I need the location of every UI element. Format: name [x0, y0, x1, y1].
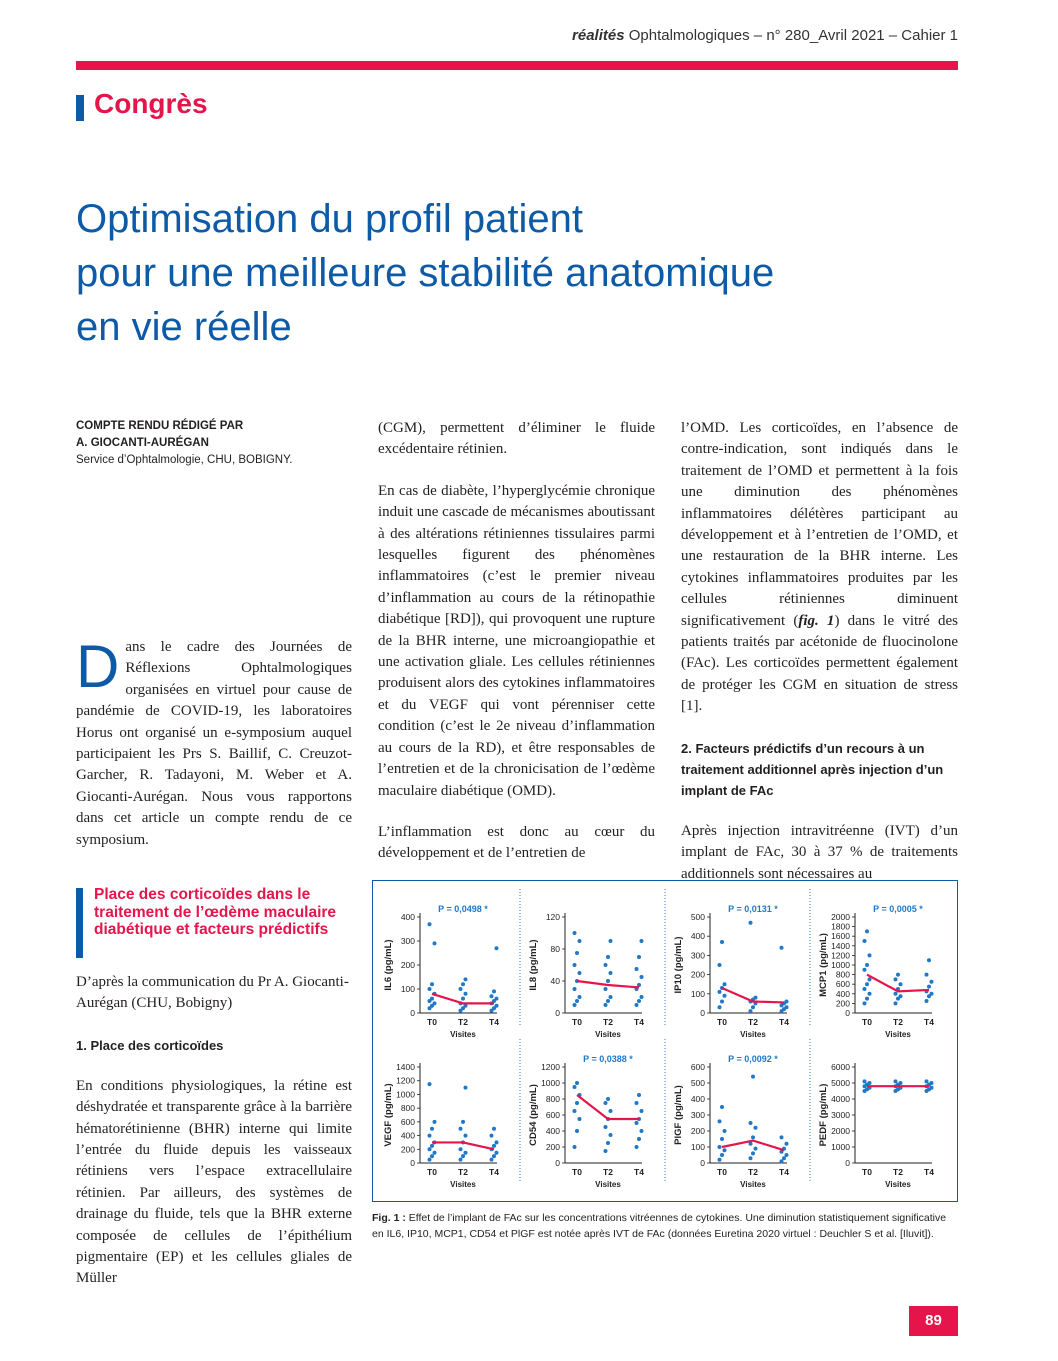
pedf-y-axis-label: PEDF (pg/mL) — [818, 1083, 829, 1147]
il6-data-point — [459, 987, 463, 991]
vegf-data-point — [464, 1134, 468, 1138]
plgf-y-tick-label: 200 — [690, 1126, 705, 1136]
ip10-y-tick-label: 400 — [690, 931, 705, 942]
il8-data-point — [635, 967, 639, 971]
il8-data-point — [604, 1003, 608, 1007]
mcp1-data-point — [863, 939, 867, 943]
mcp1-data-point — [925, 999, 929, 1003]
cd54-x-tick-label: T0 — [572, 1167, 582, 1177]
pedf-y-tick-label: 4000 — [831, 1094, 850, 1104]
plgf-data-point — [751, 1151, 755, 1155]
ip10-y-tick-label: 0 — [700, 1008, 705, 1018]
ip10-y-tick-label: 200 — [690, 969, 705, 980]
vegf-y-tick-label: 800 — [400, 1103, 415, 1114]
pedf-data-point — [925, 1079, 929, 1083]
cd54-data-point — [578, 1117, 582, 1121]
column-3-text-a: l’OMD. Les corticoïdes, en l’absence de contre-indication, sont indiqués dans le traitement de l’OMD et permettent à la fois une diminution des phénomènes inflammatoires délétères participant au développement et à l’entretien de l’OMD, et une restauration de la BHR interne. Les cytokines inflammatoires produites par les cellules rétiniennes diminuent significativement ( — [681, 420, 958, 629]
plgf-data-point — [723, 1148, 727, 1152]
vegf-data-point — [428, 1134, 432, 1138]
vegf-data-point — [459, 1158, 463, 1162]
ip10-y-tick-label: 100 — [690, 988, 705, 999]
byline — [76, 418, 292, 469]
journal-brand: réalités — [572, 27, 625, 44]
cd54-data-point — [604, 1125, 608, 1129]
pedf-x-tick-label: T0 — [862, 1167, 872, 1177]
vegf-data-point — [490, 1134, 494, 1138]
cd54-y-tick-label: 400 — [545, 1126, 560, 1136]
mcp1-x-axis-label: Visites — [885, 1030, 911, 1039]
mcp1-data-point — [925, 973, 929, 977]
ip10-y-tick-label: 300 — [690, 950, 705, 961]
mcp1-y-axis-label: MCP1 (pg/mL) — [818, 933, 829, 997]
box-title-marker — [76, 888, 83, 958]
vegf-data-point — [464, 1151, 468, 1155]
attribution: D’après la communication du Pr A. Giocanti-Aurégan (CHU, Bobigny) — [76, 974, 349, 1012]
cd54-data-point — [640, 1109, 644, 1113]
il6-data-point — [461, 982, 465, 986]
vegf-x-axis-label: Visites — [450, 1180, 476, 1189]
cd54-y-axis-label: CD54 (pg/mL) — [528, 1084, 539, 1146]
mcp1-y-tick-label: 2000 — [831, 912, 850, 922]
plgf-data-point — [718, 1158, 722, 1162]
mcp1-x-tick-label: T2 — [893, 1017, 903, 1027]
il8-data-point — [604, 963, 608, 967]
column-3-paragraph-1 — [681, 418, 958, 718]
vegf-data-point — [430, 1127, 434, 1131]
vegf-data-point — [428, 1082, 432, 1086]
header-rule — [76, 61, 958, 70]
plgf-median-line — [722, 1141, 784, 1151]
il6-y-tick-label: 400 — [400, 912, 415, 922]
pedf-y-tick-label: 5000 — [831, 1078, 850, 1088]
subheading-1: 1. Place des corticoïdes — [76, 1037, 224, 1053]
pedf-y-tick-label: 1000 — [831, 1142, 850, 1152]
pedf-data-point — [930, 1086, 934, 1090]
box-title: Place des corticoïdes dans le traitement de l’œdème maculaire diabétique et facteurs prédictifs — [94, 886, 337, 938]
section-label: Congrès — [94, 88, 208, 119]
subheading-2: 2. Facteurs prédictifs d’un recours à un traitement additionnel après injection d’un implant de FAc — [681, 740, 944, 798]
mcp1-data-point — [894, 977, 898, 981]
cd54-y-tick-label: 200 — [545, 1142, 560, 1152]
cd54-data-point — [635, 1145, 639, 1149]
plgf-y-tick-label: 400 — [690, 1094, 705, 1104]
plgf-data-point — [723, 1129, 727, 1133]
figure-1-charts — [373, 881, 959, 1203]
vegf-y-tick-label: 0 — [410, 1158, 415, 1168]
vegf-data-point — [492, 1154, 496, 1158]
ip10-data-point — [749, 1009, 753, 1013]
byline-label: COMPTE RENDU RÉDIGÉ PAR — [76, 420, 244, 432]
il8-data-point — [606, 999, 610, 1003]
column-1-paragraph: En conditions physiologiques, la rétine est déshydratée et transparente grâce à la barrière hématorétinienne (BHR) interne qui limite l’entrée du fluide depuis les vaisseaux rétiniens vers l’espace extracellulaire rétinien. Par ailleurs, des systèmes de drainage du fluide, tels que la BHR externe composée de cellules de l’épithélium pigmentaire (EP) et les cellules gliales de Müller — [76, 1077, 352, 1287]
plgf-data-point — [720, 1137, 724, 1141]
cd54-data-point — [606, 1141, 610, 1145]
plgf-data-point — [751, 1075, 755, 1079]
ip10-x-tick-label: T0 — [717, 1017, 727, 1027]
cd54-x-tick-label: T2 — [603, 1167, 613, 1177]
cd54-data-point — [609, 1109, 613, 1113]
cd54-data-point — [635, 1101, 639, 1105]
il8-y-axis-label: IL8 (pg/mL) — [528, 939, 539, 991]
plgf-data-point — [754, 1126, 758, 1130]
cd54-data-point — [573, 1109, 577, 1113]
mcp1-data-point — [896, 973, 900, 977]
il8-data-point — [604, 987, 608, 991]
column-3-text-b: ) dans le vitré des patients traités par acétonide de fluocinolone (FAc). Les corticoïdes permettent également de protéger les CGM en situation de stress [1]. — [681, 612, 958, 715]
il8-data-point — [606, 979, 610, 983]
cd54-y-tick-label: 1200 — [541, 1062, 560, 1072]
il8-data-point — [640, 975, 644, 979]
il6-data-point — [433, 941, 437, 945]
ip10-data-point — [785, 1005, 789, 1009]
pedf-x-tick-label: T4 — [924, 1167, 934, 1177]
il6-x-axis-label: Visites — [450, 1030, 476, 1039]
mcp1-data-point — [927, 985, 931, 989]
caption-text: Effet de l’implant de FAc sur les concentrations vitréennes de cytokines. Une diminution statistiquement significative en IL6, IP10, MCP1, CD54 et PlGF est notée après IVT de FAc (données Euretina 2020 virtuel : Deuchler S et al. [Iluvit]). — [372, 1212, 947, 1240]
figure-1 — [372, 880, 958, 1202]
ip10-data-point — [723, 994, 727, 998]
ip10-data-point — [754, 996, 758, 1000]
pedf-x-axis-label: Visites — [885, 1180, 911, 1189]
vegf-data-point — [495, 1151, 499, 1155]
il6-data-point — [464, 992, 468, 996]
vegf-data-point — [495, 1140, 499, 1144]
plgf-data-point — [780, 1159, 784, 1163]
plgf-data-point — [785, 1142, 789, 1146]
il6-data-point — [433, 1001, 437, 1005]
page-number: 89 — [909, 1306, 958, 1336]
title-line-1: Optimisation du profil patient — [76, 197, 583, 241]
plgf-data-point — [749, 1121, 753, 1125]
cd54-data-point — [606, 1097, 610, 1101]
vegf-data-point — [461, 1120, 465, 1124]
plgf-p-value: P = 0,0092 * — [728, 1054, 778, 1064]
mcp1-y-tick-label: 600 — [835, 979, 850, 990]
intro-text: ans le cadre des Journées de Réflexions Ophtalmologiques organisées en virtuel pour cause de pandémie de COVID-19, les laboratoires Horus ont organisé un e-symposium auquel participaient les Prs S. Baillif, C. Creuzot-Garcher, R. Tadayoni, M. Weber et A. Giocanti-Aurégan. Nous vous rapportons dans cet article un compte rendu de ce symposium. — [76, 639, 352, 848]
il8-data-point — [637, 999, 641, 1003]
cd54-data-point — [573, 1145, 577, 1149]
ip10-data-point — [720, 940, 724, 944]
cd54-data-point — [637, 1093, 641, 1097]
il8-data-point — [578, 995, 582, 999]
vegf-data-point — [430, 1154, 434, 1158]
plgf-y-tick-label: 300 — [690, 1110, 705, 1120]
plgf-x-axis-label: Visites — [740, 1180, 766, 1189]
pedf-y-tick-label: 3000 — [831, 1110, 850, 1120]
plgf-data-point — [720, 1153, 724, 1157]
il8-data-point — [609, 971, 613, 975]
il8-y-tick-label: 40 — [550, 976, 560, 986]
mcp1-y-tick-label: 1400 — [831, 940, 850, 951]
caption-label: Fig. 1 : — [372, 1212, 406, 1224]
ip10-data-point — [718, 1005, 722, 1009]
cd54-data-point — [635, 1121, 639, 1125]
vegf-y-axis-label: VEGF (pg/mL) — [383, 1083, 394, 1147]
vegf-data-point — [433, 1151, 437, 1155]
intro-paragraph — [76, 633, 352, 851]
il6-data-point — [464, 977, 468, 981]
il6-data-point — [495, 946, 499, 950]
il6-y-axis-label: IL6 (pg/mL) — [383, 939, 394, 991]
cd54-y-tick-label: 600 — [545, 1110, 560, 1120]
plgf-x-tick-label: T0 — [717, 1167, 727, 1177]
cd54-data-point — [609, 1133, 613, 1137]
cd54-data-point — [604, 1101, 608, 1105]
cd54-y-tick-label: 1000 — [541, 1078, 560, 1088]
cd54-data-point — [637, 1137, 641, 1141]
il6-x-tick-label: T0 — [427, 1017, 437, 1027]
cd54-x-axis-label: Visites — [595, 1180, 621, 1189]
il6-y-tick-label: 100 — [400, 984, 415, 994]
mcp1-data-point — [863, 1001, 867, 1005]
column-2-paragraph-2: En cas de diabète, l’hyperglycémie chronique induit une cascade de mécanismes aboutissant à des altérations rétiniennes tissulaires parmi lesquelles figurent des phénomènes inflammatoires (c’est le premier niveau d’inflammation au cours de la rétinopathie diabétique [RD]), qui provoquent une rupture de la BHR interne, une microangiopathie et une activation gliale. Les cellules rétiniennes produisent alors des cytokines inflammatoires et du VEGF qui vont pérenniser cette condition (c’est le 2e niveau d’inflammation au cours de la RD), et être responsables de l’entretien et de la chronicisation de l’œdème maculaire diabétique (OMD). — [378, 482, 655, 799]
cd54-data-point — [575, 1101, 579, 1105]
vegf-data-point — [428, 1158, 432, 1162]
mcp1-p-value: P = 0,0005 * — [873, 904, 923, 914]
mcp1-data-point — [894, 1001, 898, 1005]
column-2-paragraph-3: L’inflammation est donc au cœur du développement et de l’entretien de — [378, 823, 655, 862]
mcp1-data-point — [868, 992, 872, 996]
vegf-data-point — [459, 1127, 463, 1131]
drop-cap: D — [76, 633, 120, 700]
il8-data-point — [637, 955, 641, 959]
plgf-data-point — [720, 1105, 724, 1109]
mcp1-data-point — [863, 987, 867, 991]
ip10-x-tick-label: T2 — [748, 1017, 758, 1027]
il8-data-point — [573, 987, 577, 991]
il6-y-tick-label: 300 — [400, 936, 415, 946]
mcp1-data-point — [899, 982, 903, 986]
cd54-p-value: P = 0,0388 * — [583, 1054, 633, 1064]
il8-data-point — [573, 963, 577, 967]
plgf-data-point — [749, 1156, 753, 1160]
mcp1-data-point — [865, 929, 869, 933]
il8-data-point — [609, 995, 613, 999]
mcp1-data-point — [930, 980, 934, 984]
vegf-x-tick-label: T2 — [458, 1167, 468, 1177]
ip10-p-value: P = 0,0131 * — [728, 904, 778, 914]
pedf-y-tick-label: 0 — [845, 1158, 850, 1168]
plgf-data-point — [718, 1119, 722, 1123]
mcp1-x-tick-label: T0 — [862, 1017, 872, 1027]
cd54-x-tick-label: T4 — [634, 1167, 644, 1177]
journal-issue: Ophtalmologiques – n° 280_Avril 2021 – Cahier 1 — [624, 27, 958, 44]
vegf-y-tick-label: 1400 — [396, 1062, 415, 1072]
column-3-paragraph-2: Après injection intravitréenne (IVT) d’un implant de FAc, 30 à 37 % de traitements additionnels sont nécessaires au — [681, 822, 958, 882]
mcp1-y-tick-label: 0 — [845, 1008, 850, 1018]
ip10-data-point — [780, 946, 784, 950]
cd54-y-tick-label: 0 — [555, 1158, 560, 1168]
ip10-data-point — [718, 963, 722, 967]
il8-data-point — [578, 971, 582, 975]
column-2 — [378, 418, 655, 885]
pedf-data-point — [868, 1081, 872, 1085]
vegf-x-tick-label: T0 — [427, 1167, 437, 1177]
mcp1-x-tick-label: T4 — [924, 1017, 934, 1027]
title-line-3: en vie réelle — [76, 305, 292, 349]
il8-y-tick-label: 0 — [555, 1008, 560, 1018]
vegf-data-point — [490, 1158, 494, 1162]
il8-x-tick-label: T2 — [603, 1017, 613, 1027]
il6-data-point — [428, 922, 432, 926]
il6-data-point — [430, 997, 434, 1001]
plgf-x-tick-label: T4 — [779, 1167, 789, 1177]
il6-y-tick-label: 200 — [400, 960, 415, 970]
vegf-data-point — [461, 1154, 465, 1158]
pedf-data-point — [899, 1081, 903, 1085]
cd54-y-tick-label: 800 — [545, 1094, 560, 1104]
cd54-data-point — [575, 1081, 579, 1085]
vegf-y-tick-label: 200 — [400, 1144, 415, 1155]
plgf-y-tick-label: 0 — [700, 1158, 705, 1168]
il6-y-tick-label: 0 — [410, 1008, 415, 1018]
mcp1-y-tick-label: 400 — [835, 988, 850, 999]
mcp1-data-point — [863, 968, 867, 972]
mcp1-data-point — [865, 982, 869, 986]
pedf-y-tick-label: 2000 — [831, 1126, 850, 1136]
plgf-data-point — [754, 1147, 758, 1151]
plgf-y-tick-label: 100 — [690, 1142, 705, 1152]
ip10-data-point — [751, 1005, 755, 1009]
il8-data-point — [640, 995, 644, 999]
plgf-y-tick-label: 500 — [690, 1078, 705, 1088]
ip10-y-tick-label: 500 — [690, 912, 705, 922]
vegf-y-tick-label: 1200 — [396, 1075, 415, 1086]
section-marker — [76, 95, 84, 121]
mcp1-y-tick-label: 1800 — [831, 921, 850, 932]
mcp1-y-tick-label: 1200 — [831, 950, 850, 961]
ip10-data-point — [720, 999, 724, 1003]
mcp1-data-point — [899, 994, 903, 998]
il6-data-point — [461, 997, 465, 1001]
mcp1-data-point — [868, 977, 872, 981]
il8-x-tick-label: T0 — [572, 1017, 582, 1027]
vegf-y-tick-label: 600 — [400, 1116, 415, 1127]
vegf-data-point — [428, 1147, 432, 1151]
mcp1-data-point — [865, 997, 869, 1001]
il6-p-value: P = 0,0498 * — [438, 904, 488, 914]
column-2-paragraph-1: (CGM), permettent d’éliminer le fluide excédentaire rétinien. — [378, 420, 655, 458]
il8-x-tick-label: T4 — [634, 1017, 644, 1027]
figure-reference[interactable]: fig. 1 — [798, 612, 835, 629]
il8-x-axis-label: Visites — [595, 1030, 621, 1039]
ip10-data-point — [723, 982, 727, 986]
plgf-y-axis-label: PlGF (pg/mL) — [673, 1085, 684, 1145]
vegf-median-line — [432, 1142, 494, 1149]
il8-y-tick-label: 80 — [550, 944, 560, 954]
il8-data-point — [578, 939, 582, 943]
running-header — [572, 27, 958, 44]
mcp1-data-point — [894, 992, 898, 996]
column-3 — [681, 418, 958, 905]
figure-caption — [372, 1210, 958, 1242]
il8-data-point — [635, 1003, 639, 1007]
il8-y-tick-label: 120 — [545, 912, 560, 922]
vegf-data-point — [492, 1127, 496, 1131]
il8-data-point — [573, 1003, 577, 1007]
il6-x-tick-label: T2 — [458, 1017, 468, 1027]
byline-affiliation: Service d’Ophtalmologie, CHU, BOBIGNY. — [76, 454, 293, 466]
vegf-data-point — [459, 1147, 463, 1151]
il6-data-point — [428, 987, 432, 991]
vegf-y-tick-label: 400 — [400, 1130, 415, 1141]
cd54-data-point — [573, 1085, 577, 1089]
plgf-data-point — [782, 1156, 786, 1160]
vegf-data-point — [492, 1144, 496, 1148]
mcp1-data-point — [868, 953, 872, 957]
vegf-x-tick-label: T4 — [489, 1167, 499, 1177]
mcp1-y-tick-label: 1600 — [831, 931, 850, 942]
vegf-data-point — [464, 1086, 468, 1090]
byline-author: A. GIOCANTI-AURÉGAN — [76, 437, 209, 449]
vegf-data-point — [430, 1144, 434, 1148]
mcp1-data-point — [927, 958, 931, 962]
article-title — [76, 192, 976, 354]
il8-data-point — [606, 955, 610, 959]
il8-data-point — [609, 939, 613, 943]
pedf-data-point — [930, 1081, 934, 1085]
pedf-x-tick-label: T2 — [893, 1167, 903, 1177]
il8-data-point — [575, 999, 579, 1003]
title-line-2: pour une meilleure stabilité anatomique — [76, 251, 775, 295]
pedf-data-point — [894, 1079, 898, 1083]
cd54-data-point — [604, 1149, 608, 1153]
column-1-intro — [76, 633, 352, 871]
pedf-data-point — [863, 1079, 867, 1083]
plgf-data-point — [785, 1153, 789, 1157]
cd54-data-point — [575, 1129, 579, 1133]
ip10-data-point — [718, 990, 722, 994]
il8-data-point — [573, 931, 577, 935]
plgf-data-point — [751, 1135, 755, 1139]
cd54-data-point — [640, 1129, 644, 1133]
vegf-data-point — [433, 1120, 437, 1124]
il6-x-tick-label: T4 — [489, 1017, 499, 1027]
pedf-y-tick-label: 6000 — [831, 1062, 850, 1072]
vegf-y-tick-label: 1000 — [396, 1089, 415, 1100]
il6-data-point — [430, 982, 434, 986]
plgf-data-point — [718, 1145, 722, 1149]
plgf-y-tick-label: 600 — [690, 1062, 705, 1072]
il8-data-point — [640, 939, 644, 943]
mcp1-data-point — [930, 992, 934, 996]
column-1-body — [76, 972, 352, 1310]
il6-data-point — [495, 1004, 499, 1008]
il8-data-point — [575, 951, 579, 955]
il6-data-point — [490, 994, 494, 998]
ip10-x-axis-label: Visites — [740, 1030, 766, 1039]
il6-data-point — [495, 997, 499, 1001]
mcp1-data-point — [865, 963, 869, 967]
ip10-y-axis-label: IP10 (pg/mL) — [673, 936, 684, 994]
mcp1-y-tick-label: 800 — [835, 969, 850, 980]
ip10-x-tick-label: T4 — [779, 1017, 789, 1027]
ip10-data-point — [749, 921, 753, 925]
plgf-x-tick-label: T2 — [748, 1167, 758, 1177]
mcp1-y-tick-label: 200 — [835, 998, 850, 1009]
mcp1-y-tick-label: 1000 — [831, 960, 850, 970]
plgf-data-point — [780, 1135, 784, 1139]
ip10-data-point — [785, 999, 789, 1003]
il6-data-point — [492, 989, 496, 993]
